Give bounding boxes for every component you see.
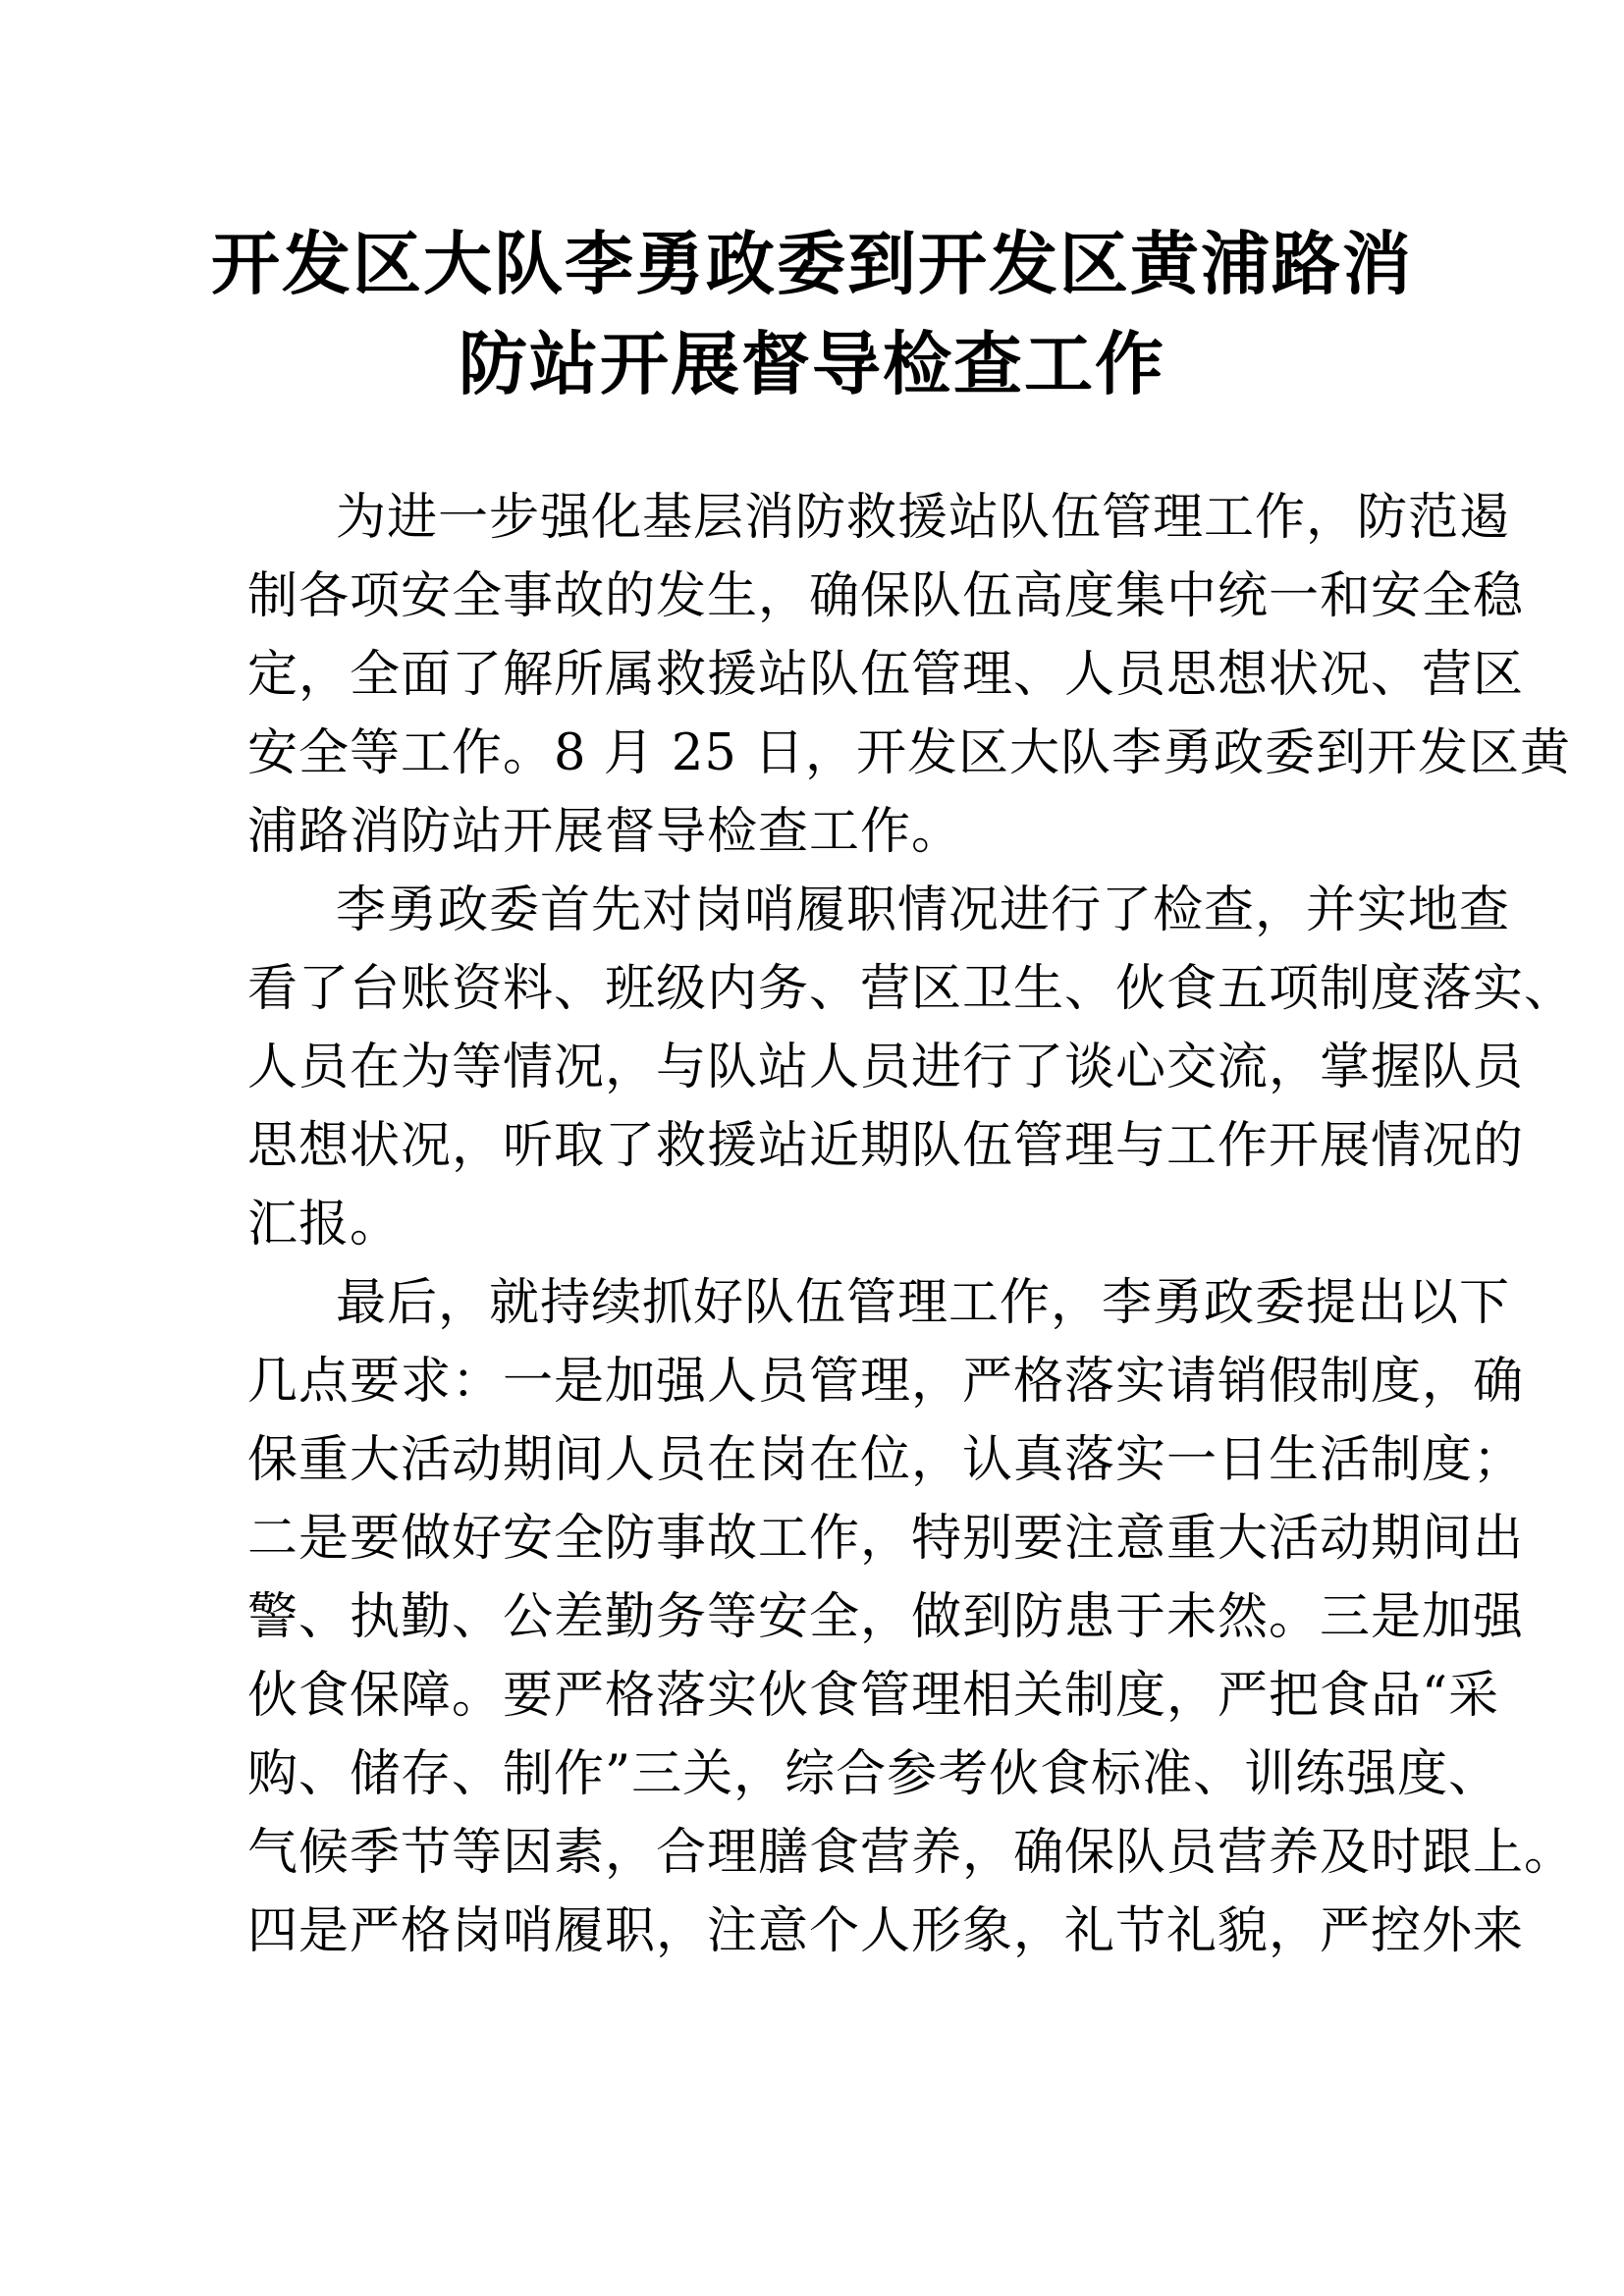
- text-line: 李勇政委首先对岗哨履职情况进行了检查，并实地查: [336, 881, 1511, 939]
- text-line: 保重大活动期间人员在岗在位，认真落实一日生活制度；: [247, 1431, 1525, 1489]
- text-line: 伙食保障。要严格落实伙食管理相关制度，严把食品“采: [247, 1667, 1500, 1725]
- text-line: 制各项安全事故的发生，确保队伍高度集中统一和安全稳: [247, 567, 1525, 625]
- text-line: 为进一步强化基层消防救援站队伍管理工作，防范遏: [336, 489, 1511, 547]
- text-line: 购、储存、制作”三关，综合参考伙食标准、训练强度、: [247, 1745, 1500, 1803]
- text-line: 几点要求：一是加强人员管理，严格落实请销假制度，确: [247, 1353, 1525, 1411]
- document-title: [196, 214, 1428, 414]
- document-body: [247, 479, 1576, 1971]
- paragraph-3: [247, 1264, 1576, 1971]
- paragraph-2: [247, 872, 1576, 1264]
- text-line: 四是严格岗哨履职，注意个人形象，礼节礼貌，严控外来: [247, 1902, 1525, 1960]
- paragraph-1: [247, 479, 1571, 872]
- text-line: 气候季节等因素，合理膳食营养，确保队员营养及时跟上。: [247, 1824, 1576, 1882]
- text-line: 浦路消防站开展督导检查工作。: [247, 803, 963, 861]
- text-line: 最后，就持续抓好队伍管理工作，李勇政委提出以下: [336, 1274, 1511, 1332]
- title-line: 开发区大队李勇政委到开发区黄浦路消: [211, 223, 1413, 304]
- text-line: 二是要做好安全防事故工作，特别要注意重大活动期间出: [247, 1510, 1525, 1568]
- text-line: 人员在为等情况，与队站人员进行了谈心交流，掌握队员: [247, 1039, 1525, 1096]
- text-line: 思想状况，听取了救援站近期队伍管理与工作开展情况的: [247, 1117, 1525, 1175]
- text-line: 定，全面了解所属救援站队伍管理、人员思想状况、营区: [247, 646, 1525, 704]
- text-line: 汇报。: [247, 1196, 402, 1254]
- text-line: 看了台账资料、班级内务、营区卫生、伙食五项制度落实、: [247, 960, 1576, 1018]
- title-line: 防站开展督导检查工作: [459, 323, 1165, 404]
- text-line: 警、执勤、公差勤务等安全，做到防患于未然。三是加强: [247, 1588, 1525, 1646]
- text-line: 安全等工作。8 月 25 日，开发区大队李勇政委到开发区黄: [247, 724, 1571, 782]
